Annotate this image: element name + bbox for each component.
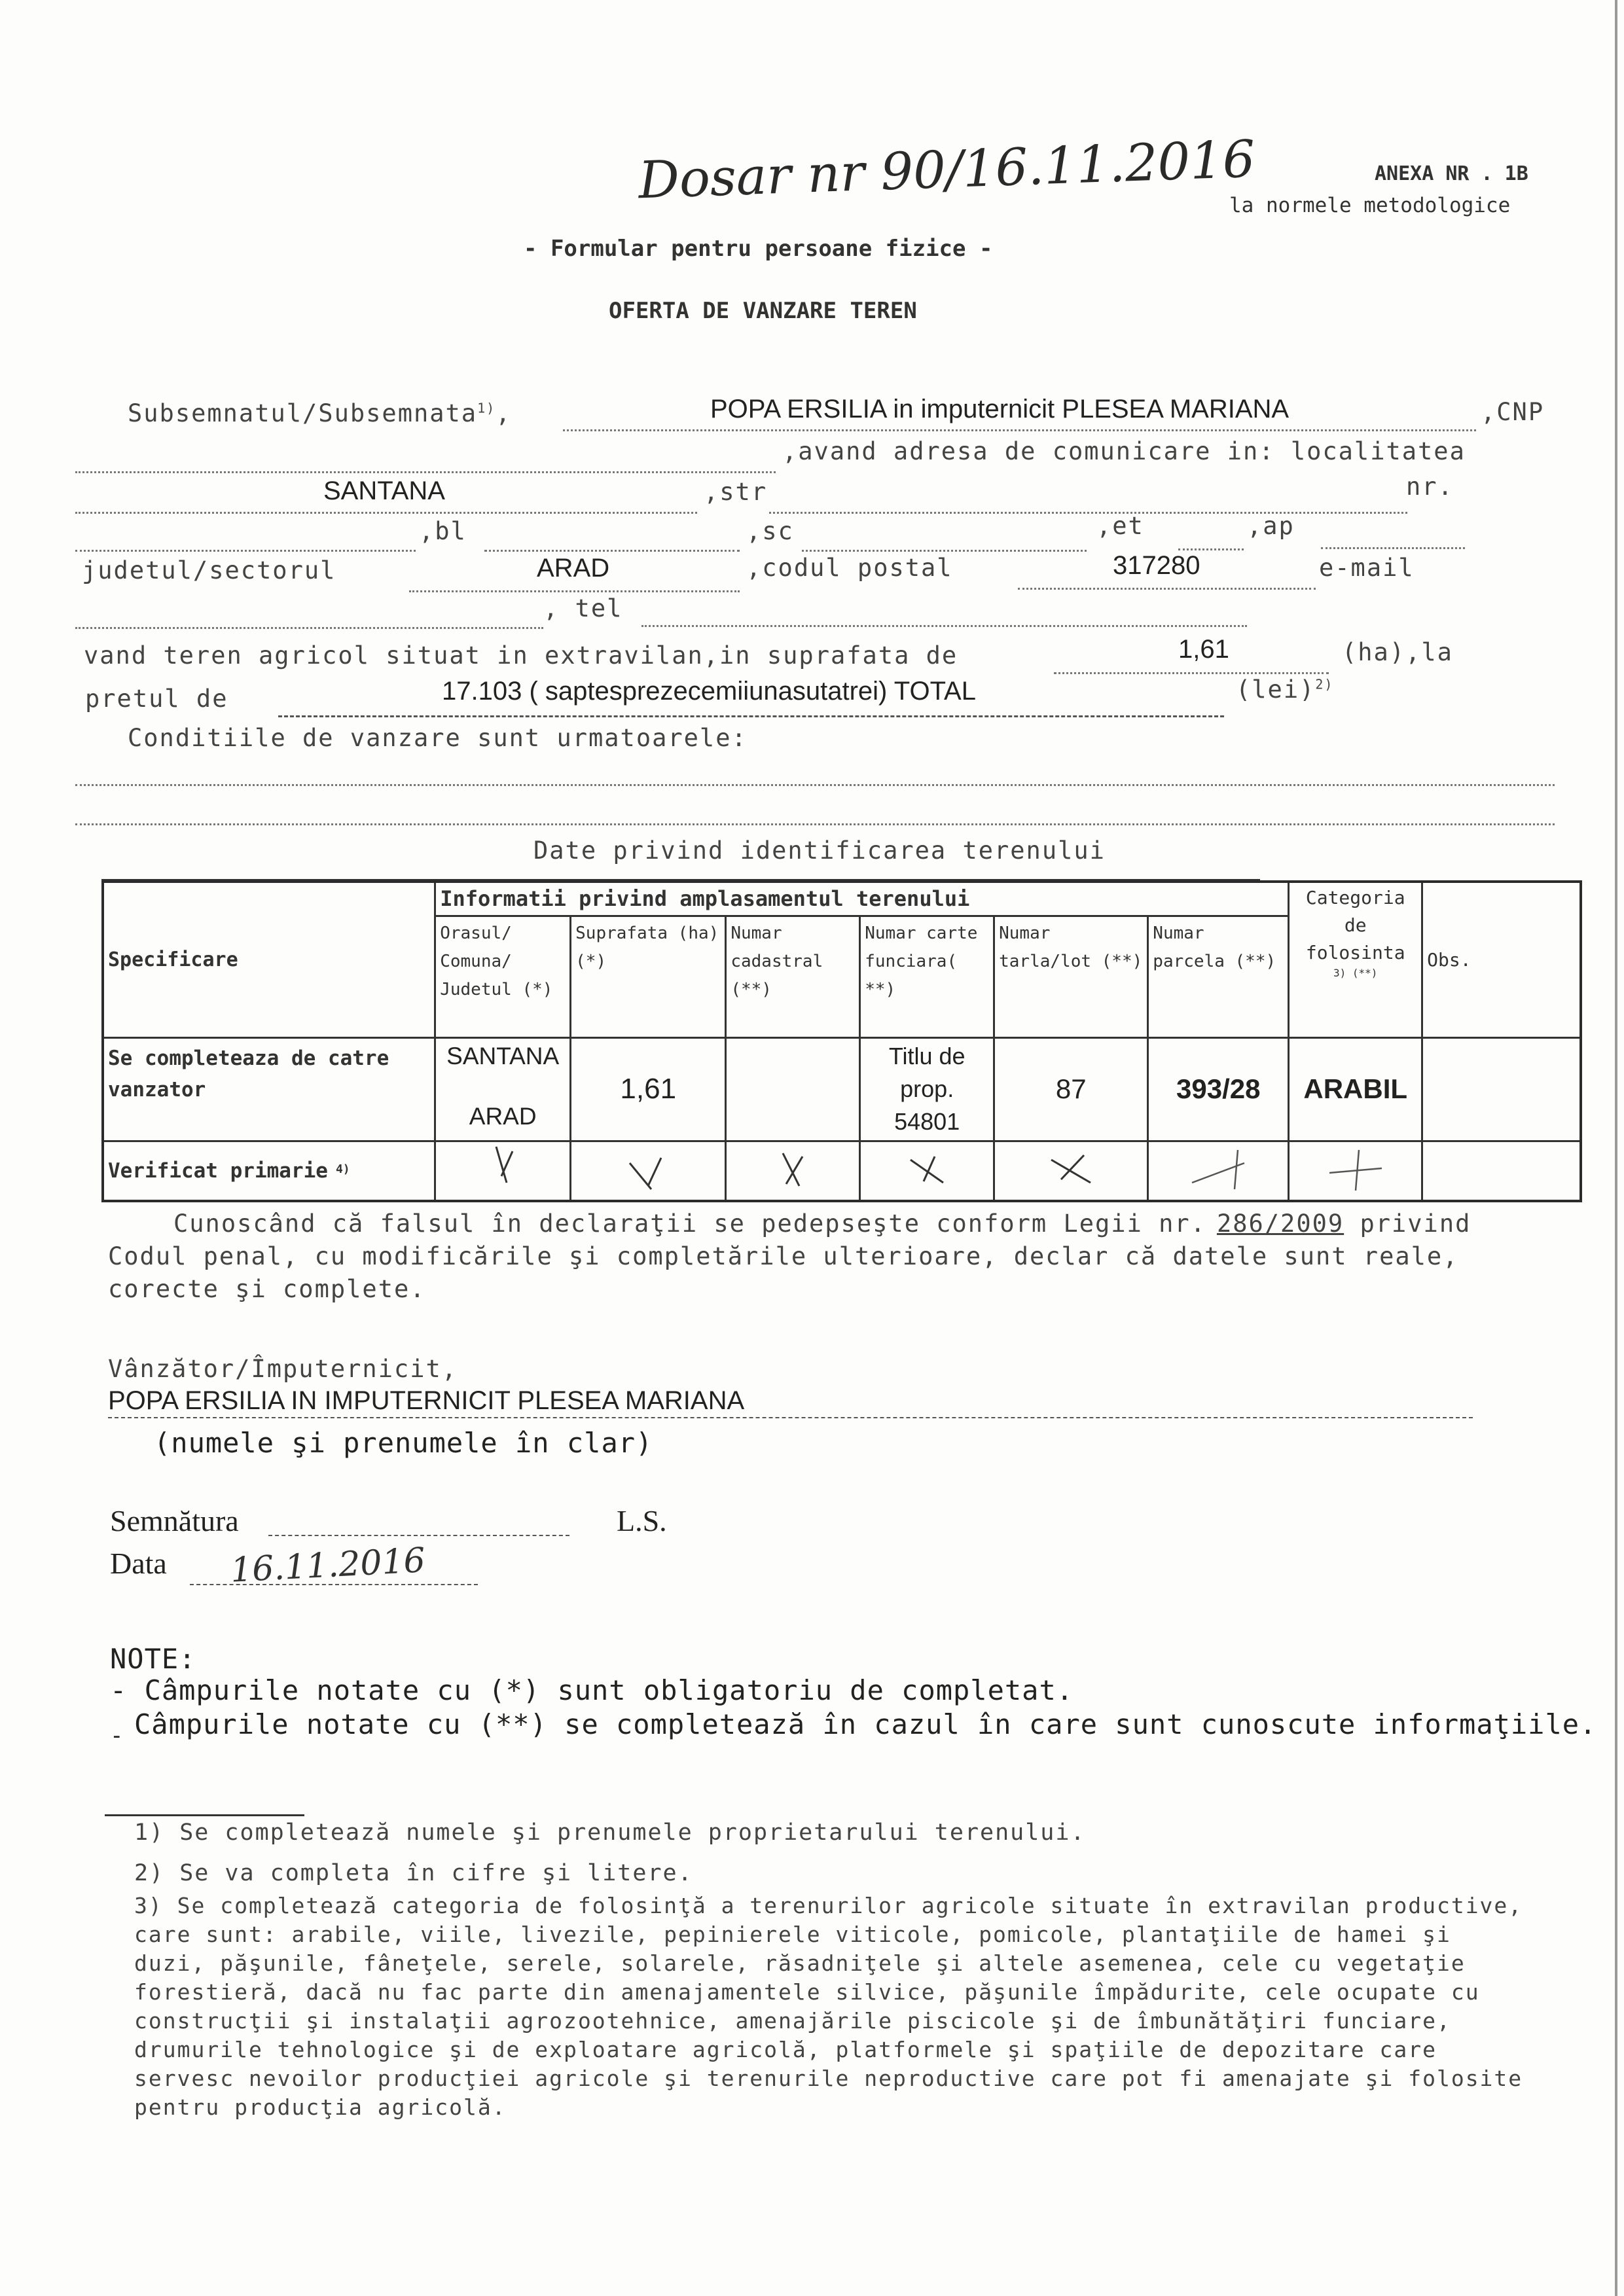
subheader-parcela	[1148, 916, 1289, 1037]
cross-mark-icon	[615, 1143, 681, 1196]
ap-line	[1321, 547, 1465, 549]
header-obs	[1422, 882, 1581, 1037]
email-line	[75, 627, 543, 629]
footnote-ref-1: 1)	[477, 400, 496, 416]
label-et: ,et	[1096, 512, 1144, 540]
cross-mark-icon	[1038, 1143, 1104, 1196]
footnote-3	[134, 1892, 1523, 2122]
footnote-1: 1) Se completează numele şi prenumele proprietarului terenului.	[134, 1820, 1086, 1846]
nr-line	[75, 550, 416, 552]
declaration-line-2: Codul penal, cu modificările şi completările ulterioare, declar că datele sunt reale,	[108, 1242, 1459, 1270]
check-oras	[435, 1141, 571, 1201]
cell-obs	[1422, 1037, 1581, 1141]
cross-mark-icon	[767, 1143, 819, 1196]
et-line	[1178, 548, 1244, 550]
label-data: Data	[110, 1547, 167, 1580]
conditii-line-2	[75, 823, 1555, 825]
registration-handwriting: Dosar nr 90/16.11.2016	[637, 130, 1256, 211]
cell-judet-value: ARAD	[469, 1102, 537, 1130]
header-specificare	[103, 882, 435, 1037]
label-subsemnatul-text: Subsemnatul/Subsemnata	[128, 399, 478, 427]
header-categoria-note: 3) (**)	[1333, 967, 1378, 979]
label-adresa: ,avand adresa de comunicare in: localitatea	[782, 437, 1466, 465]
label-vanzator: Vânzător/Împuternicit,	[108, 1355, 458, 1383]
check-suprafata	[571, 1141, 726, 1201]
label-str: ,str	[704, 478, 768, 506]
header-categoria-text: Categoria de folosinta	[1305, 887, 1405, 963]
cell-oras-value: SANTANA	[446, 1042, 560, 1069]
label-lei	[1236, 675, 1333, 704]
judet-value: ARAD	[537, 554, 610, 583]
check-parcela	[1148, 1141, 1289, 1201]
label-ap: ,ap	[1247, 512, 1295, 540]
document-title: OFERTA DE VANZARE TEREN	[609, 298, 917, 324]
cell-parcela-value: 393/28	[1176, 1073, 1261, 1104]
label-email: e-mail	[1319, 554, 1415, 582]
declaration-line-1-end: privind	[1360, 1210, 1471, 1238]
footnote-3-line: care sunt: arabile, viile, livezile, pepinierele viticole, pomicole, plantaţiile de hamei şi	[134, 1922, 1451, 1947]
cross-mark-icon	[894, 1143, 960, 1196]
row-vanzator-label-text: Se completeaza de catre vanzator	[108, 1046, 389, 1102]
footnote-3-line: duzi, păşunile, fâneţele, serele, solarele, răsadniţele şi altele asemenea, cele cu vegetaţie	[134, 1950, 1466, 1976]
annex-subtitle: la normele metodologice	[1229, 194, 1511, 217]
cross-mark-icon	[477, 1143, 529, 1196]
label-ls: L.S.	[617, 1504, 667, 1537]
cross-mark-icon	[1182, 1143, 1254, 1196]
suprafata-value: 1,61	[1178, 635, 1229, 664]
row-primarie-label	[103, 1141, 435, 1201]
bl-line	[484, 550, 740, 552]
cod-postal-value: 317280	[1113, 551, 1200, 580]
conditii-line-1	[75, 784, 1555, 786]
footnote-2: 2) Se va completa în cifre şi litere.	[134, 1860, 693, 1886]
label-sc: ,sc	[746, 517, 794, 545]
subheader-parcela-text: Numar parcela (**)	[1153, 923, 1276, 971]
subheader-tarla	[994, 916, 1148, 1037]
cell-tarla-value: 87	[1055, 1073, 1087, 1104]
label-nr: nr.	[1406, 473, 1454, 501]
cell-oras	[435, 1037, 571, 1141]
cell-carte-funciara-value: Titlu de prop. 54801	[888, 1043, 965, 1135]
subheader-tarla-text: Numar tarla/lot (**)	[999, 923, 1143, 971]
pret-value: 17.103 ( saptesprezecemiiunasutatrei) TOTAL	[442, 677, 976, 706]
cell-parcela	[1148, 1037, 1289, 1141]
name-value: POPA ERSILIA in imputernicit PLESEA MARIANA	[710, 395, 1290, 423]
header-info-text: Informatii privind amplasamentul terenului	[440, 886, 970, 912]
check-carte	[860, 1141, 994, 1201]
label-cnp: ,CNP	[1481, 398, 1545, 426]
header-info	[435, 882, 1289, 916]
tel-line	[641, 625, 1247, 627]
cnp-line	[75, 471, 776, 473]
footnote-3-line: servesc nevoilor producţiei agricole şi terenurile neproductive care pot fi amenajate şi folosite	[134, 2066, 1523, 2091]
row-vanzator-label	[103, 1037, 435, 1141]
footnote-rule	[105, 1814, 304, 1816]
label-conditii: Conditiile de vanzare sunt urmatoarele:	[128, 724, 748, 752]
label-tel: , tel	[543, 594, 623, 622]
scan-edge	[1615, 0, 1617, 2296]
footnote-ref-2: 2)	[1315, 676, 1334, 692]
law-number: 286/2009	[1216, 1210, 1344, 1238]
label-bl: ,bl	[419, 517, 467, 545]
subheader-oras	[435, 916, 571, 1037]
subheader-cadastral	[726, 916, 860, 1037]
subheader-oras-text: Orasul/ Comuna/ Judetul (*)	[440, 923, 553, 999]
cell-categoria	[1289, 1037, 1422, 1141]
sc-line	[802, 550, 1087, 552]
cell-tarla	[994, 1037, 1148, 1141]
row-primarie-label-text: Verificat primarie	[108, 1158, 328, 1183]
cross-mark-icon	[1320, 1143, 1392, 1196]
subheader-suprafata	[571, 916, 726, 1037]
vanzator-value: POPA ERSILIA IN IMPUTERNICIT PLESEA MARIANA	[108, 1386, 745, 1415]
subheader-carte-funciara-text: Numar carte funciara( **)	[865, 923, 978, 999]
declaration-line-1-text: Cunoscând că falsul în declaraţii se pedepseşte conform Legii nr.	[173, 1210, 1206, 1238]
label-semnatura: Semnătura	[110, 1504, 239, 1537]
cell-carte-funciara	[860, 1037, 994, 1141]
cell-suprafata	[571, 1037, 726, 1141]
note-dash: -	[110, 1723, 124, 1749]
footnote-3-line: construcţii şi instalaţii agrozootehnice, amenajările piscicole şi de îmbunătăţiri funciare,	[134, 2008, 1451, 2034]
footnote-3-line: drumurile tehnologice şi de exploatare agricolă, platformele şi spaţiile de depozitare care	[134, 2037, 1437, 2062]
semnatura-line	[268, 1535, 569, 1536]
name-line	[563, 429, 1476, 431]
label-ha: (ha),la	[1342, 638, 1453, 666]
subheader-cadastral-text: Numar cadastral (**)	[731, 923, 823, 999]
label-pretul: pretul de	[85, 685, 228, 713]
declaration-line-3: corecte şi complete.	[108, 1275, 426, 1303]
label-cod-postal: ,codul postal	[746, 554, 953, 582]
check-obs	[1422, 1141, 1581, 1201]
vanzator-line	[108, 1417, 1473, 1418]
label-subsemnatul: Subsemnatul/Subsemnata$^{1)}$,	[128, 399, 512, 427]
header-obs-text: Obs.	[1427, 948, 1471, 971]
label-suprafata: vand teren agricol situat in extravilan,in suprafata de	[84, 641, 958, 670]
footnote-3-line: 3) Se completează categoria de folosinţă a terenurilor agricole situate în extravilan productive,	[134, 1893, 1523, 1918]
footnote-ref-4: 4)	[335, 1162, 350, 1177]
subheader-suprafata-text: Suprafata (ha) (*)	[575, 923, 719, 971]
land-identification-table	[101, 880, 1582, 1202]
data-value: 16.11.2016	[229, 1541, 427, 1590]
table-title: Date privind identificarea terenului	[533, 836, 1106, 865]
note-title: NOTE:	[110, 1643, 196, 1675]
str-line	[769, 512, 1407, 514]
note-2: Câmpurile notate cu (**) se completează în cazul în care sunt cunoscute informaţiile.	[134, 1708, 1597, 1740]
form-type: - Formular pentru persoane fizice -	[524, 236, 993, 262]
pret-line	[278, 715, 1224, 717]
cell-cadastral	[726, 1037, 860, 1141]
cell-categoria-value: ARABIL	[1303, 1073, 1408, 1104]
label-judet: judetul/sectorul	[82, 556, 336, 584]
check-cadastral	[726, 1141, 860, 1201]
localitate-line	[75, 512, 697, 514]
header-categoria	[1289, 882, 1422, 1037]
cell-suprafata-value: 1,61	[620, 1073, 677, 1105]
suprafata-line	[1054, 672, 1329, 674]
annex-title: ANEXA NR . 1B	[1375, 162, 1528, 185]
cod-line	[1018, 588, 1316, 590]
localitate-value: SANTANA	[323, 476, 445, 505]
note-1: - Câmpurile notate cu (*) sunt obligatoriu de completat.	[110, 1674, 1074, 1706]
footnote-3-line: forestieră, dacă nu fac parte din amenajamentele silvice, păşunile împădurite, cele ocupate cu	[134, 1979, 1480, 2005]
declaration-line-1	[173, 1210, 1471, 1238]
header-specificare-text: Specificare	[108, 948, 238, 971]
check-categoria	[1289, 1141, 1422, 1201]
subheader-carte-funciara	[860, 916, 994, 1037]
check-tarla	[994, 1141, 1148, 1201]
label-nume-clar: (numele şi prenumele în clar)	[154, 1427, 653, 1459]
label-lei-text: (lei)	[1236, 675, 1316, 704]
judet-line	[409, 590, 740, 592]
footnote-3-line: pentru producţia agricolă.	[134, 2094, 507, 2120]
